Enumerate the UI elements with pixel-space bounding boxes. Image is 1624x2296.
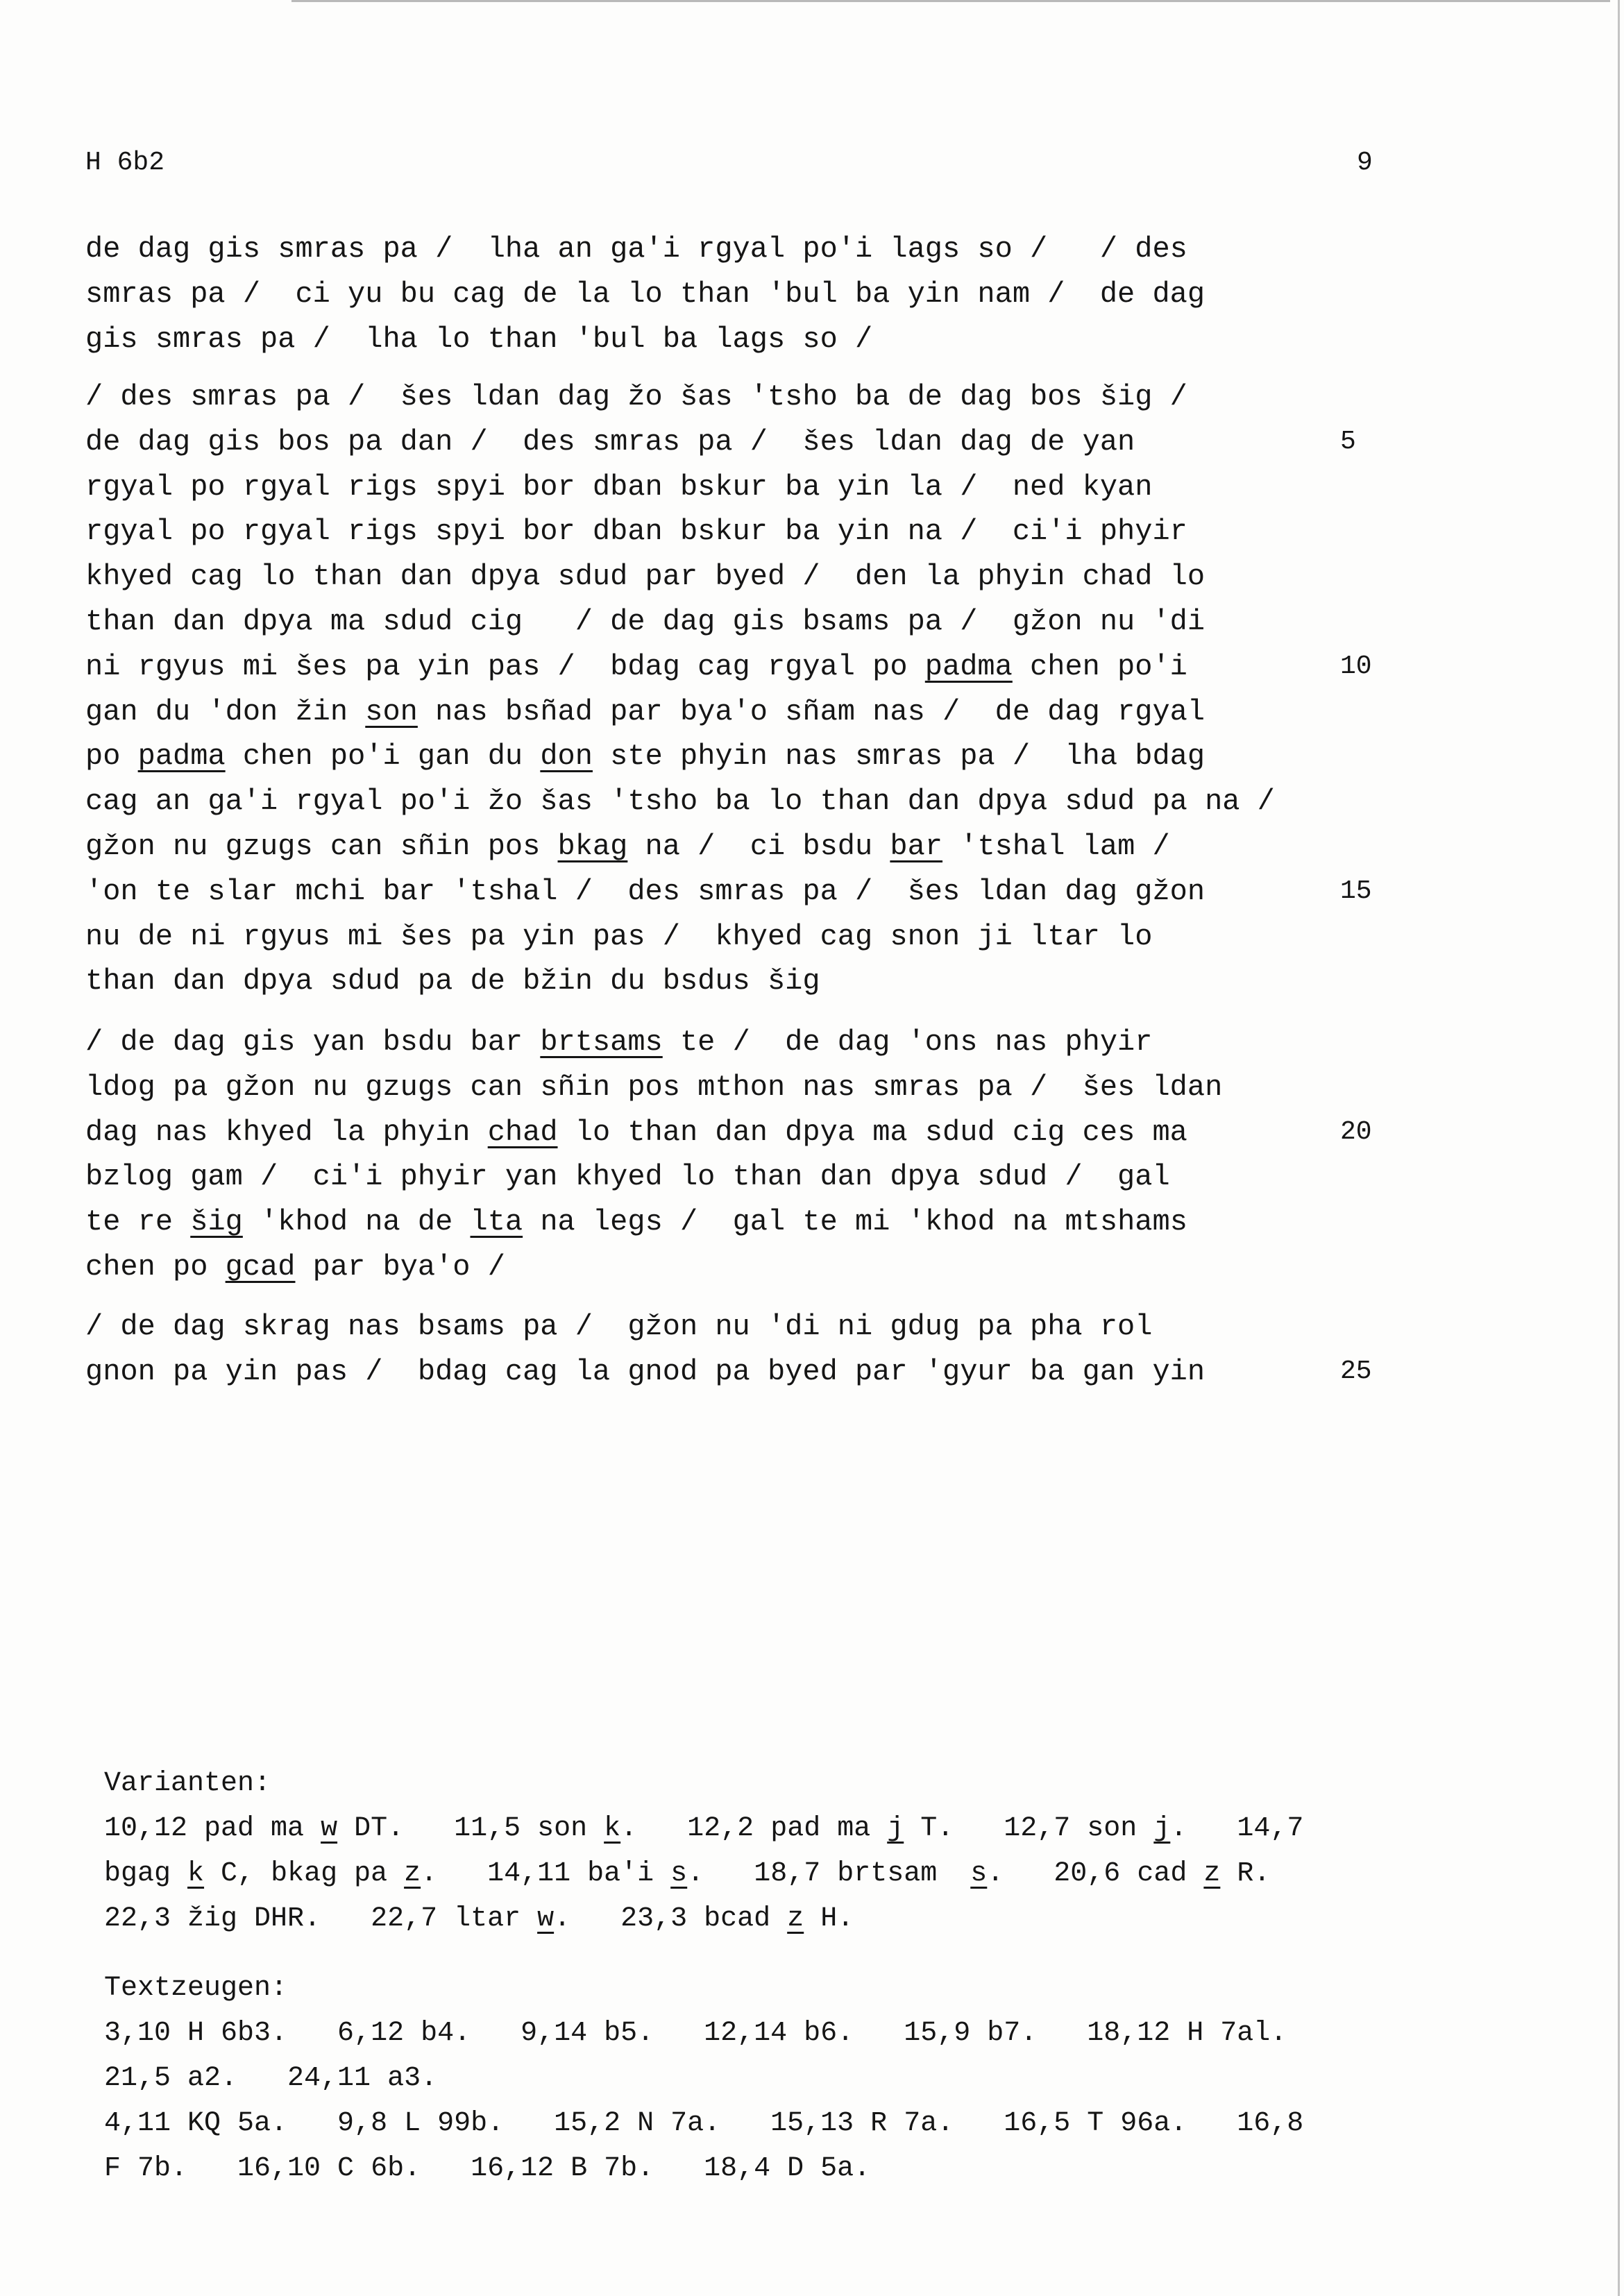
line-number: 15 <box>1340 876 1372 906</box>
text-line <box>85 599 1439 645</box>
text-segment: 'on te slar mchi bar 'tshal / des smras pa / šes ldan dag gžon <box>85 874 1206 908</box>
variants-list <box>104 1806 1457 1941</box>
variants-section <box>104 1761 1457 1941</box>
text-segment: 'khod na de <box>242 1205 471 1239</box>
line-number: 5 <box>1340 426 1356 457</box>
underlined-word: bar <box>890 829 943 863</box>
underlined-word: don <box>540 740 593 774</box>
text-segment: H. <box>804 1903 854 1934</box>
text-segment: . 23,3 bcad <box>554 1903 788 1934</box>
text-segment: chen po'i <box>1012 649 1187 683</box>
text-line <box>85 869 1439 915</box>
underlined-word: w <box>537 1903 555 1934</box>
paragraph-2 <box>85 375 1439 1004</box>
text-segment: F 7b. 16,10 C 6b. 16,12 B 7b. 18,4 D 5a. <box>104 2153 871 2184</box>
text-segment: te / de dag 'ons nas phyir <box>662 1026 1153 1059</box>
text-line <box>85 779 1439 824</box>
text-line <box>85 227 1439 272</box>
witnesses-section <box>104 1966 1457 2191</box>
line-number: 25 <box>1340 1356 1372 1386</box>
underlined-word: son <box>365 695 418 729</box>
underlined-word: s <box>970 1858 988 1889</box>
text-segment: bgag <box>104 1858 188 1889</box>
text-segment: lo than dan dpya ma sdud cig ces ma <box>557 1115 1187 1149</box>
text-line <box>85 1020 1439 1065</box>
underlined-word: z <box>404 1858 421 1889</box>
underlined-word: padma <box>924 649 1013 683</box>
text-segment: bzlog gam / ci'i phyir yan khyed lo than dan dpya sdud / gal <box>85 1160 1170 1194</box>
text-line <box>85 734 1439 779</box>
text-segment: 21,5 a2. 24,11 a3. <box>104 2063 438 2094</box>
text-line <box>85 959 1439 1004</box>
text-segment: 'tshal lam / <box>942 829 1170 863</box>
witness-line <box>104 2056 1457 2101</box>
underlined-word: brtsams <box>540 1026 663 1059</box>
text-segment: T. 12,7 son <box>904 1813 1154 1844</box>
variants-label: Varianten: <box>104 1768 271 1799</box>
page-edge-right <box>1618 0 1620 2296</box>
text-line <box>85 554 1439 599</box>
paragraph-3 <box>85 1020 1439 1290</box>
text-segment: . 20,6 cad <box>987 1858 1204 1889</box>
text-segment: / de dag skrag nas bsams pa / gžon nu 'di ni gdug pa pha rol <box>85 1310 1153 1343</box>
witness-line <box>104 2146 1457 2191</box>
text-segment: R. <box>1220 1858 1271 1889</box>
variant-line <box>104 1806 1457 1851</box>
text-line <box>85 1350 1439 1395</box>
text-line <box>85 824 1439 869</box>
text-segment: C, bkag pa <box>204 1858 405 1889</box>
text-line <box>85 915 1439 960</box>
underlined-word: bkag <box>557 829 628 863</box>
underlined-word: z <box>787 1903 804 1934</box>
text-line <box>85 465 1439 510</box>
text-line <box>85 1110 1439 1155</box>
text-segment: chen po <box>85 1250 226 1284</box>
text-line <box>85 645 1439 690</box>
page-siglum: H 6b2 <box>85 148 165 178</box>
text-segment: 10,12 pad ma <box>104 1813 321 1844</box>
text-segment: 22,3 žig DHR. 22,7 ltar <box>104 1903 538 1934</box>
underlined-word: šig <box>190 1205 243 1239</box>
variant-line <box>104 1851 1457 1896</box>
text-segment: nu de ni rgyus mi šes pa yin pas / khyed cag snon ji ltar lo <box>85 919 1153 953</box>
text-line <box>85 272 1439 317</box>
underlined-word: chad <box>487 1115 558 1149</box>
underlined-word: j <box>887 1813 904 1844</box>
text-segment: de dag gis bos pa dan / des smras pa / šes ldan dag de yan <box>85 425 1135 459</box>
text-segment: / de dag gis yan bsdu bar <box>85 1026 541 1059</box>
text-segment: rgyal po rgyal rigs spyi bor dban bskur ba yin la / ned kyan <box>85 470 1153 504</box>
witness-line <box>104 2011 1457 2056</box>
text-segment: than dan dpya ma sdud cig / de dag gis bsams pa / gžon nu 'di <box>85 604 1206 638</box>
paragraph-4 <box>85 1304 1439 1395</box>
text-segment: par bya'o / <box>295 1250 505 1284</box>
text-segment: gnon pa yin pas / bdag cag la gnod pa byed par 'gyur ba gan yin <box>85 1354 1206 1388</box>
text-line <box>85 690 1439 735</box>
witness-line <box>104 2101 1457 2146</box>
text-segment: ste phyin nas smras pa / lha bdag <box>592 740 1206 774</box>
text-segment: than dan dpya sdud pa de bžin du bsdus šig <box>85 964 820 998</box>
text-line <box>85 1304 1439 1350</box>
text-segment: dag nas khyed la phyin <box>85 1115 488 1149</box>
text-segment: te re <box>85 1205 191 1239</box>
underlined-word: j <box>1153 1813 1171 1844</box>
text-segment: po <box>85 740 138 774</box>
underlined-word: k <box>604 1813 621 1844</box>
underlined-word: w <box>321 1813 338 1844</box>
witnesses-list <box>104 2011 1457 2191</box>
text-line <box>85 1155 1439 1200</box>
text-line <box>85 509 1439 554</box>
text-segment: de dag gis smras pa / lha an ga'i rgyal po'i lags so / / des <box>85 232 1187 266</box>
underlined-word: k <box>187 1858 205 1889</box>
text-segment: . 14,7 <box>1170 1813 1304 1844</box>
text-line <box>85 1245 1439 1290</box>
line-number: 10 <box>1340 651 1372 681</box>
page-number: 9 <box>1357 148 1373 178</box>
text-segment: ni rgyus mi šes pa yin pas / bdag cag rgyal po <box>85 649 925 683</box>
text-segment: gžon nu gzugs can sñin pos <box>85 829 558 863</box>
text-segment: na / ci bsdu <box>627 829 890 863</box>
text-segment: khyed cag lo than dan dpya sdud par byed / den la phyin chad lo <box>85 560 1206 594</box>
underlined-word: gcad <box>225 1250 296 1284</box>
witnesses-label: Textzeugen: <box>104 1973 288 2004</box>
text-segment: ldog pa gžon nu gzugs can sñin pos mthon nas smras pa / šes ldan <box>85 1070 1223 1104</box>
page-edge-top <box>291 0 1610 6</box>
underlined-word: padma <box>137 740 226 774</box>
line-number: 20 <box>1340 1116 1372 1147</box>
text-segment: smras pa / ci yu bu cag de la lo than 'bul ba yin nam / de dag <box>85 277 1206 311</box>
text-segment: gan du 'don žin <box>85 695 366 729</box>
text-segment: nas bsñad par bya'o sñam nas / de dag rgyal <box>417 695 1206 729</box>
text-line <box>85 420 1439 465</box>
text-segment: chen po'i gan du <box>225 740 541 774</box>
text-line <box>85 375 1439 420</box>
text-segment: 3,10 H 6b3. 6,12 b4. 9,14 b5. 12,14 b6. 15,9 b7. 18,12 H 7al. <box>104 2018 1287 2049</box>
underlined-word: s <box>670 1858 688 1889</box>
text-segment: na legs / gal te mi 'khod na mtshams <box>523 1205 1187 1239</box>
text-line <box>85 1200 1439 1245</box>
underlined-word: lta <box>470 1205 523 1239</box>
text-segment: / des smras pa / šes ldan dag žo šas 'tsho ba de dag bos šig / <box>85 380 1187 414</box>
paragraph-1 <box>85 227 1439 362</box>
text-segment: DT. 11,5 son <box>337 1813 604 1844</box>
underlined-word: z <box>1203 1858 1221 1889</box>
text-segment: . 18,7 brtsam <box>687 1858 971 1889</box>
text-segment: gis smras pa / lha lo than 'bul ba lags so / <box>85 322 873 356</box>
text-segment: 4,11 KQ 5a. 9,8 L 99b. 15,2 N 7a. 15,13 R 7a. 16,5 T 96a. 16,8 <box>104 2108 1304 2139</box>
text-line <box>85 317 1439 362</box>
variant-line <box>104 1896 1457 1941</box>
text-segment: . 14,11 ba'i <box>421 1858 671 1889</box>
text-segment: cag an ga'i rgyal po'i žo šas 'tsho ba lo than dan dpya sdud pa na / <box>85 785 1275 819</box>
text-segment: rgyal po rgyal rigs spyi bor dban bskur ba yin na / ci'i phyir <box>85 515 1187 549</box>
text-line <box>85 1065 1439 1110</box>
text-segment: . 12,2 pad ma <box>620 1813 888 1844</box>
